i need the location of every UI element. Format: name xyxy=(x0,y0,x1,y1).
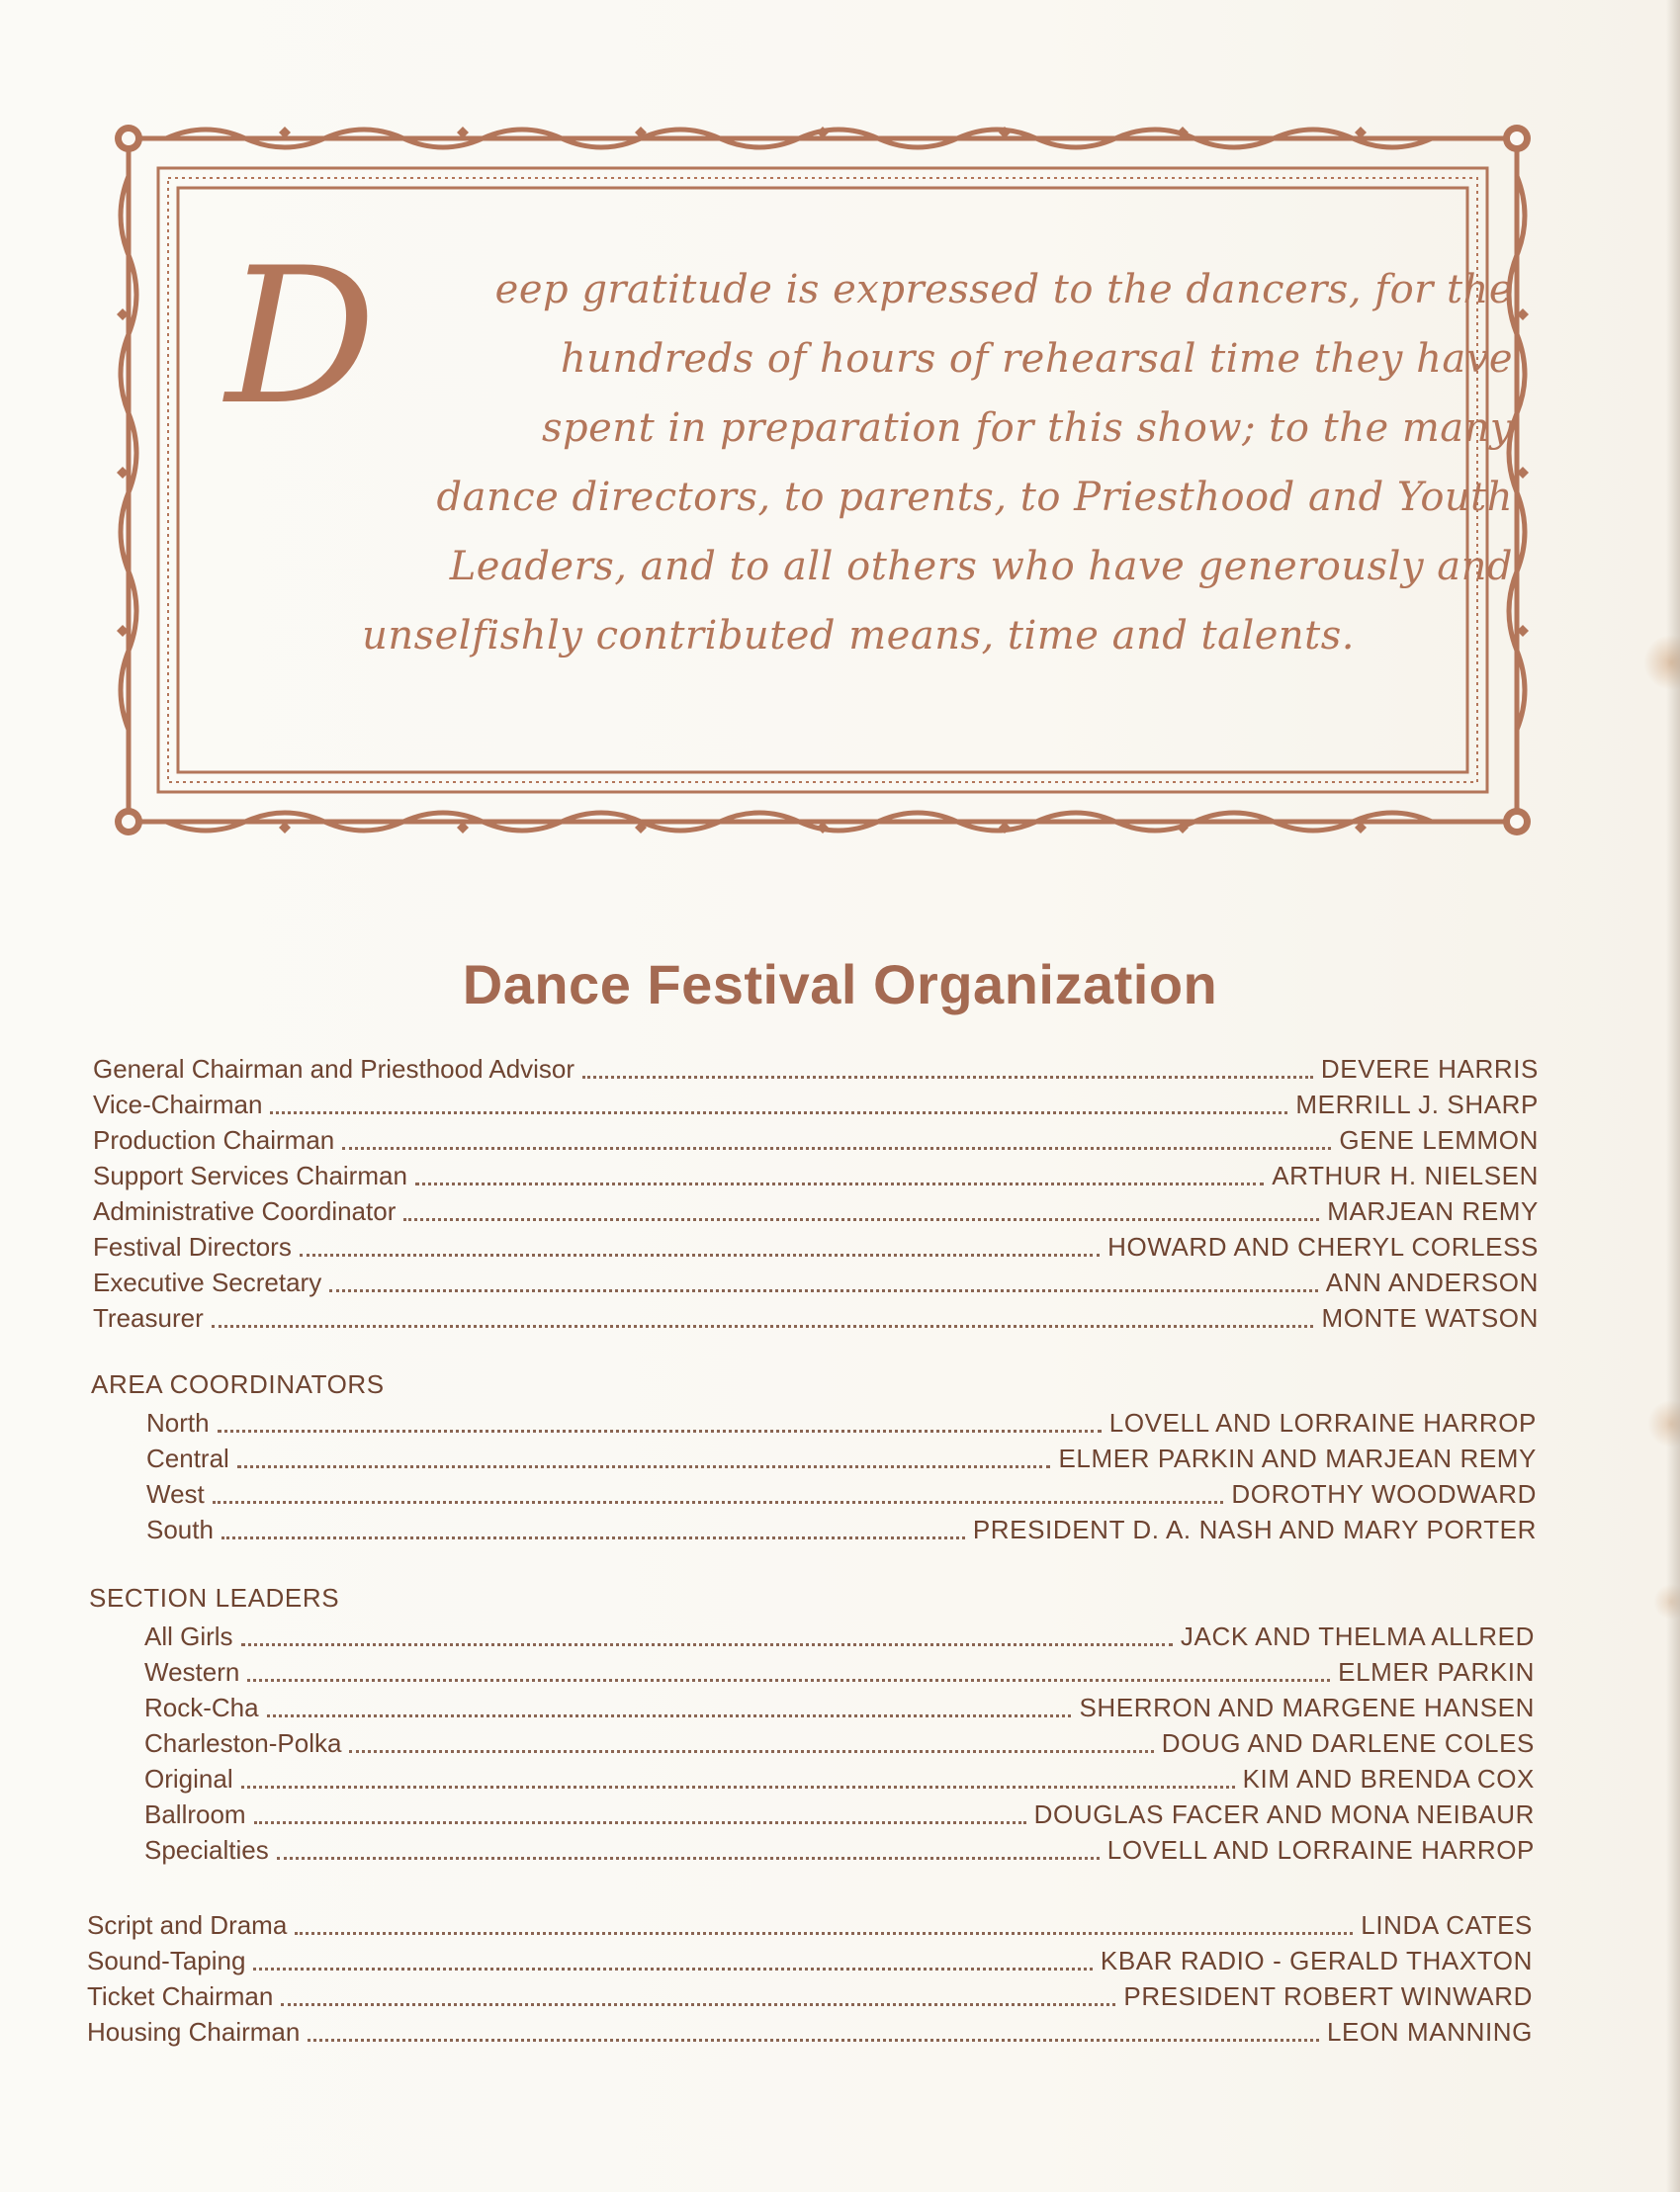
dot-leader xyxy=(349,1749,1153,1753)
dot-leader xyxy=(277,1856,1100,1860)
role-label: West xyxy=(146,1479,205,1509)
roster-row xyxy=(146,1476,1537,1510)
dot-leader xyxy=(241,1642,1173,1646)
dot-leader xyxy=(253,1967,1092,1971)
role-label: General Chairman and Priesthood Advisor xyxy=(93,1054,575,1084)
roster-row xyxy=(93,1122,1539,1156)
person-name: MERRILL J. SHARP xyxy=(1295,1090,1539,1119)
role-label: Administrative Coordinator xyxy=(93,1196,397,1226)
roster-row xyxy=(93,1158,1539,1191)
roster-row xyxy=(146,1441,1537,1474)
person-name: KBAR RADIO - GERALD THAXTON xyxy=(1100,1946,1533,1975)
person-name: DOUGLAS FACER AND MONA NEIBAUR xyxy=(1033,1799,1535,1829)
person-name: JACK AND THELMA ALLRED xyxy=(1180,1622,1535,1651)
section-heading-section-leaders: SECTION LEADERS xyxy=(89,1583,340,1613)
role-label: Ticket Chairman xyxy=(87,1981,274,2011)
dot-leader xyxy=(300,1253,1100,1257)
dot-leader xyxy=(308,2038,1319,2042)
tribute-line: Leaders, and to all others who have generously and xyxy=(449,544,1513,589)
role-label: Festival Directors xyxy=(93,1232,292,1262)
person-name: LINDA CATES xyxy=(1361,1910,1533,1940)
dot-leader xyxy=(247,1678,1330,1682)
role-label: All Girls xyxy=(144,1622,233,1651)
role-label: Vice-Chairman xyxy=(93,1090,263,1119)
tribute-line: eep gratitude is expressed to the dancers, for the xyxy=(494,267,1513,312)
page-edge-shadow xyxy=(1666,0,1680,2192)
roster-row xyxy=(87,1978,1533,2012)
tribute-frame xyxy=(107,117,1539,843)
drop-cap-letter: D xyxy=(225,227,377,446)
page-title: Dance Festival Organization xyxy=(462,953,1218,1015)
person-name: LOVELL AND LORRAINE HARROP xyxy=(1108,1408,1537,1438)
person-name: DEVERE HARRIS xyxy=(1320,1054,1539,1084)
role-label: Housing Chairman xyxy=(87,2017,301,2047)
role-label: Charleston-Polka xyxy=(144,1728,342,1758)
person-name: MONTE WATSON xyxy=(1321,1303,1539,1333)
role-label: Sound-Taping xyxy=(87,1946,246,1975)
roster-row xyxy=(144,1654,1535,1688)
dot-leader xyxy=(295,1931,1353,1935)
person-name: PRESIDENT D. A. NASH AND MARY PORTER xyxy=(972,1515,1537,1544)
person-name: MARJEAN REMY xyxy=(1327,1196,1539,1226)
dot-leader xyxy=(212,1324,1314,1328)
tribute-line: unselfishly contributed means, time and talents. xyxy=(362,613,1355,658)
dot-leader xyxy=(403,1217,1319,1221)
person-name: ELMER PARKIN AND MARJEAN REMY xyxy=(1058,1444,1537,1473)
role-label: South xyxy=(146,1515,214,1544)
person-name: HOWARD AND CHERYL CORLESS xyxy=(1107,1232,1539,1262)
person-name: KIM AND BRENDA COX xyxy=(1242,1764,1535,1794)
role-label: Production Chairman xyxy=(93,1125,335,1155)
role-label: Specialties xyxy=(144,1835,269,1865)
section-heading-area-coordinators: AREA COORDINATORS xyxy=(91,1369,385,1399)
tribute-text xyxy=(231,267,1513,702)
dot-leader xyxy=(415,1182,1264,1185)
role-label: Western xyxy=(144,1657,240,1687)
role-label: Original xyxy=(144,1764,233,1794)
roster-row xyxy=(93,1265,1539,1298)
role-label: Support Services Chairman xyxy=(93,1161,407,1190)
dot-leader xyxy=(267,1713,1072,1717)
person-name: DOUG AND DARLENE COLES xyxy=(1161,1728,1535,1758)
roster-row xyxy=(93,1229,1539,1263)
roster-row xyxy=(87,2014,1533,2048)
person-name: DOROTHY WOODWARD xyxy=(1231,1479,1537,1509)
role-label: Rock-Cha xyxy=(144,1693,259,1722)
person-name: SHERRON AND MARGENE HANSEN xyxy=(1079,1693,1535,1722)
roster-row xyxy=(93,1300,1539,1334)
roster-row xyxy=(93,1193,1539,1227)
person-name: LEON MANNING xyxy=(1326,2017,1533,2047)
tribute-line: spent in preparation for this show; to the many xyxy=(542,405,1513,451)
dot-leader xyxy=(270,1110,1287,1114)
roster-row xyxy=(146,1512,1537,1545)
dot-leader xyxy=(241,1785,1235,1789)
person-name: ARTHUR H. NIELSEN xyxy=(1272,1161,1539,1190)
roster-row xyxy=(144,1797,1535,1830)
person-name: GENE LEMMON xyxy=(1339,1125,1539,1155)
dot-leader xyxy=(218,1429,1102,1433)
dot-leader xyxy=(329,1288,1318,1292)
tribute-line: hundreds of hours of rehearsal time they have xyxy=(560,336,1513,382)
roster-row xyxy=(87,1907,1533,1941)
tribute-line: dance directors, to parents, to Priesthood and Youth xyxy=(436,475,1513,520)
dot-leader xyxy=(237,1464,1051,1468)
dot-leader xyxy=(254,1820,1026,1824)
role-label: North xyxy=(146,1408,210,1438)
roster-row xyxy=(144,1832,1535,1866)
roster-row xyxy=(144,1725,1535,1759)
roster-row xyxy=(93,1087,1539,1120)
role-label: Script and Drama xyxy=(87,1910,288,1940)
dot-leader xyxy=(342,1146,1331,1150)
role-label: Executive Secretary xyxy=(93,1268,322,1297)
roster-row xyxy=(87,1943,1533,1976)
roster-row xyxy=(146,1405,1537,1439)
person-name: ELMER PARKIN xyxy=(1338,1657,1535,1687)
dot-leader xyxy=(221,1535,965,1539)
role-label: Treasurer xyxy=(93,1303,204,1333)
person-name: PRESIDENT ROBERT WINWARD xyxy=(1123,1981,1533,2011)
roster-row xyxy=(93,1051,1539,1085)
role-label: Central xyxy=(146,1444,229,1473)
dot-leader xyxy=(582,1075,1313,1079)
role-label: Ballroom xyxy=(144,1799,246,1829)
person-name: ANN ANDERSON xyxy=(1325,1268,1539,1297)
dot-leader xyxy=(213,1500,1224,1504)
roster-row xyxy=(144,1761,1535,1795)
dot-leader xyxy=(281,2002,1115,2006)
roster-row xyxy=(144,1619,1535,1652)
person-name: LOVELL AND LORRAINE HARROP xyxy=(1106,1835,1535,1865)
roster-row xyxy=(144,1690,1535,1723)
